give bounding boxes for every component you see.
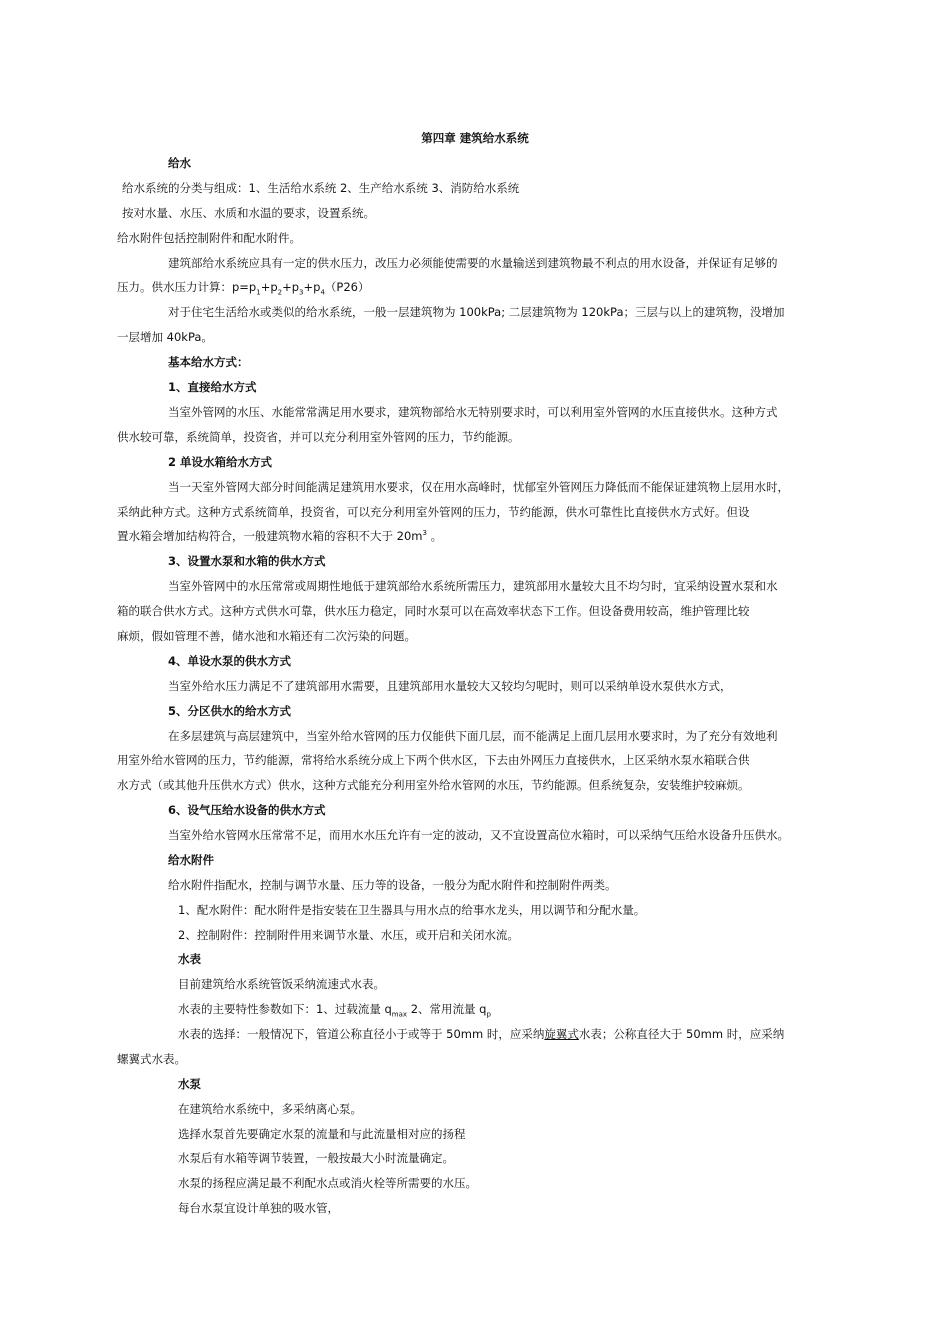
formula-subscript: 3 <box>299 288 304 297</box>
chapter-title: 第四章 建筑给水系统 <box>421 131 529 145</box>
paragraph-line: 给水系统的分类与组成：1、生活给水系统 2、生产给水系统 3、消防给水系统 <box>122 181 520 195</box>
formula-text: +p <box>260 280 278 294</box>
section-heading-meter: 水表 <box>178 952 201 966</box>
paragraph-line: 在多层建筑与高层建筑中，当室外给水管网的压力仅能供下面几层，而不能满足上面几层用水要求时，为了充分有效地利 <box>168 729 778 743</box>
pressure-formula-line <box>117 279 370 295</box>
paragraph-line: 水方式（或其他升压供水方式）供水，这种方式能充分利用室外给水管网的水压，节约能源。但系统复杂，安装维护较麻烦。 <box>117 778 750 792</box>
subscript: max <box>391 1010 408 1019</box>
paragraph-line: 选择水泵首先要确定水泵的流量和与此流量相对应的扬程 <box>178 1127 466 1141</box>
section-heading-supply: 给水 <box>168 156 191 170</box>
formula-subscript: 2 <box>277 288 283 297</box>
paragraph-line <box>178 1026 784 1042</box>
formula-text: +p <box>303 280 321 294</box>
paragraph-line: 采纳此种方式。这种方式系统简单，投资省，可以充分利用室外管网的压力，节约能源，供水可靠性比直接供水方式好。但设 <box>117 505 750 519</box>
section-heading-fittings: 给水附件 <box>168 853 214 867</box>
line-text: 置水箱会增加结构符合，一般建筑物水箱的容积不大于 20m <box>117 529 423 543</box>
paragraph-line: 当室外管网中的水压常常或周期性地低于建筑部给水系统所需压力，建筑部用水量较大且不均匀时，宜采纳设置水泵和水 <box>168 579 778 593</box>
paragraph-line: 水泵后有水箱等调节装置，一般按最大小时流量确定。 <box>178 1151 454 1165</box>
underlined-term: 旋翼式 <box>544 1027 579 1041</box>
section-heading-basic-modes: 基本给水方式： <box>168 355 249 369</box>
formula-text: +p <box>282 280 300 294</box>
paragraph-line: 对于住宅生活给水或类似的给水系统，一般一层建筑物为 100kPa; 二层建筑物为 120kPa；三层与以上的建筑物，没增加 <box>168 305 785 319</box>
formula-subscript: 4 <box>320 288 325 297</box>
paragraph-line: 水泵的扬程应满足最不利配水点或消火栓等所需要的水压。 <box>178 1176 477 1190</box>
formula-subscript: 1 <box>256 288 261 297</box>
paragraph-line: 供水较可靠，系统简单，投资省，并可以充分利用室外管网的压力，节约能源。 <box>117 430 520 444</box>
line-text: 水表的主要特性参数如下：1、过载流量 q <box>178 1002 392 1016</box>
subscript: p <box>486 1010 491 1019</box>
mode-heading-3: 3、设置水泵和水箱的供水方式 <box>168 554 326 568</box>
paragraph-line: 箱的联合供水方式。这种方式供水可靠，供水压力稳定，同时水泵可以在高效率状态下工作。但设备费用较高，维护管理比较 <box>117 604 750 618</box>
mode-heading-5: 5、分区供水的给水方式 <box>168 704 292 718</box>
mode-heading-6: 6、设气压给水设备的供水方式 <box>168 803 326 817</box>
paragraph-line <box>117 528 442 544</box>
line-text: 2、常用流量 q <box>407 1002 487 1016</box>
paragraph-line: 当室外管网的水压、水能常常满足用水要求，建筑物部给水无特别要求时，可以利用室外管网的水压直接供水。这种方式 <box>168 405 778 419</box>
formula-text: 压力。供水压力计算：p=p <box>117 280 257 294</box>
paragraph-line: 当室外给水管网水压常常不足，而用水水压允许有一定的波动，又不宜设置高位水箱时，可以采纳气压给水设备升压供水。 <box>168 828 789 842</box>
mode-heading-1: 1、直接给水方式 <box>168 380 257 394</box>
paragraph-line: 当室外给水压力满足不了建筑部用水需要，且建筑部用水量较大又较均匀呢时，则可以采纳单设水泵供水方式， <box>168 679 732 693</box>
paragraph-line: 当一天室外管网大部分时间能满足建筑用水要求，仅在用水高峰时，忧郁室外管网压力降低而不能保证建筑物上层用水时， <box>168 480 789 494</box>
paragraph-line: 2、控制附件：控制附件用来调节水量、水压，或开启和关闭水流。 <box>178 928 519 942</box>
paragraph-line: 目前建筑给水系统管饭采纳流速式水表。 <box>178 977 385 991</box>
paragraph-line: 1、配水附件：配水附件是指安装在卫生器具与用水点的给事水龙头，用以调节和分配水量。 <box>178 903 646 917</box>
line-text: 。 <box>426 529 443 543</box>
mode-heading-2: 2 单设水箱给水方式 <box>168 455 273 469</box>
paragraph-line: 建筑部给水系统应具有一定的供水压力，改压力必须能使需要的水量输送到建筑物最不利点的用水设备，并保证有足够的 <box>168 256 778 270</box>
formula-text: （P26） <box>324 280 370 294</box>
section-heading-pump: 水泵 <box>178 1077 201 1091</box>
paragraph-line: 给水附件包括控制附件和配水附件。 <box>117 231 301 245</box>
paragraph-line <box>178 1001 491 1017</box>
mode-heading-4: 4、单设水泵的供水方式 <box>168 654 292 668</box>
line-text: 水表；公称直径大于 50mm 时，应采纳 <box>578 1027 785 1041</box>
superscript: 3 <box>422 529 427 538</box>
paragraph-line: 用室外给水管网的压力，节约能源，常将给水系统分成上下两个供水区，下去由外网压力直接供水，上区采纳水泵水箱联合供 <box>117 753 750 767</box>
paragraph-line: 每台水泵宜设计单独的吸水管， <box>178 1201 339 1215</box>
paragraph-line: 给水附件指配水，控制与调节水量、压力等的设备，一般分为配水附件和控制附件两类。 <box>168 878 617 892</box>
paragraph-line: 麻烦，假如管理不善，储水池和水箱还有二次污染的问题。 <box>117 629 416 643</box>
line-text: 水表的选择：一般情况下，管道公称直径小于或等于 50mm 时，应采纳 <box>178 1027 545 1041</box>
paragraph-line: 按对水量、水压、水质和水温的要求，设置系统。 <box>122 206 375 220</box>
paragraph-line: 在建筑给水系统中，多采纳离心泵。 <box>178 1102 362 1116</box>
paragraph-line: 一层增加 40kPa。 <box>117 330 213 344</box>
paragraph-line: 螺翼式水表。 <box>117 1052 186 1066</box>
